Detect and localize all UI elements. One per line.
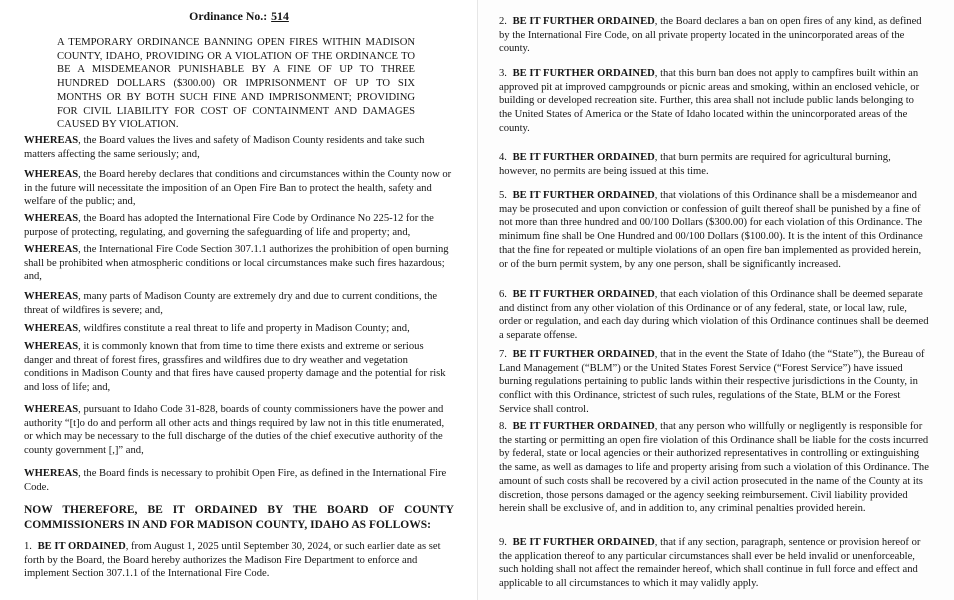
whereas-clause bbox=[24, 168, 454, 209]
ordinance-section bbox=[499, 420, 929, 516]
whereas-clause bbox=[24, 243, 454, 284]
section-lead: BE IT FURTHER ORDAINED bbox=[512, 537, 655, 548]
ordinance-caption: A TEMPORARY ORDINANCE BANNING OPEN FIRES WITHIN MADISON COUNTY, IDAHO, PROVIDING OR A VIOLATION OF THE ORDINANCE TO BE A MISDEMEANOR PUNISHABLE BY A FINE OF UP TO THREE HUNDRED DOLLARS ($300.00) OR IMPRISONMENT OF UP TO SIX MONTHS OR BY BOTH SUCH FINE AND IMPRISONMENT; PROVIDING FOR CIVIL LIABILITY FOR COST OF CONTAINMENT AND DAMAGES CAUSED BY VIOLATION. bbox=[57, 37, 415, 131]
section-text: , that in the event the State of Idaho (the “State”), the Bureau of Land Management (“BLM”) or the United States Forest Service (“Forest Service”) have issued burning regulations pertaining to public lands within their respective jurisdictions in the County, in conflict with this Ordinance, strictest of such rules, regulations of the State, BLM or the Forest Service shall control. bbox=[499, 349, 925, 415]
section-text: , that if any section, paragraph, sentence or provision hereof or the application thereof to any particular circumstances shall ever be held invalid or unenforceable, such holding shall not affect the remainder hereof, which shall continue in full force and effect and applicable to all circumstances to which it may validly apply. bbox=[499, 537, 921, 590]
ordinance-section bbox=[499, 288, 929, 343]
section-lead: BE IT FURTHER ORDAINED bbox=[512, 349, 655, 360]
section-text: , that each violation of this Ordinance shall be deemed separate and distinct from any other violation of this Ordinance or of any federal, state, or local law, rule, order or regulation, and each day during which violation of this Ordinance continues shall be deemed a separate offense. bbox=[499, 289, 929, 342]
section-text: , that violations of this Ordinance shall be a misdemeanor and may be prosecuted and upon conviction or confession of guilt thereof shall be punished by a fine of not more than three hundred and 00/100 Dollars ($300.00) for each violation of this Ordinance. The minimum fine shall be One Hundred and 00/100 Dollars ($100.00). It is the intent of this Ordinance that the fine for repeated or multiple violations of an open fire ban implemented as provided herein, or of the burn permit system, by any one person, shall be significantly increased. bbox=[499, 190, 923, 270]
whereas-clause bbox=[24, 290, 454, 317]
whereas-text: , the Board has adopted the International Fire Code by Ordinance No 225-12 for the purpose of protecting, regulating, and governing the safeguarding of life and property; and, bbox=[24, 213, 434, 238]
section-lead: BE IT ORDAINED bbox=[37, 541, 126, 552]
section-text: , that burn permits are required for agricultural burning, however, no permits are being issued at this time. bbox=[499, 152, 891, 177]
whereas-text: , wildfires constitute a real threat to life and property in Madison County; and, bbox=[78, 323, 410, 334]
section-text: , from August 1, 2025 until September 30, 2024, or such earlier date as set forth by the Board, the Board hereby authorizes the Madison Fire Department to enforce and implement Section 307.1.1 of the International Fire Code. bbox=[24, 541, 441, 580]
section-lead: BE IT FURTHER ORDAINED bbox=[512, 289, 655, 300]
ordinance-section bbox=[499, 536, 929, 591]
section-lead: BE IT FURTHER ORDAINED bbox=[512, 152, 655, 163]
whereas-clause bbox=[24, 403, 454, 458]
whereas-lead: WHEREAS bbox=[24, 404, 79, 415]
whereas-lead: WHEREAS bbox=[24, 169, 79, 180]
whereas-lead: WHEREAS bbox=[24, 291, 79, 302]
section-lead: BE IT FURTHER ORDAINED bbox=[512, 68, 655, 79]
whereas-text: , it is commonly known that from time to time there exists and extreme or serious danger and threat of forest fires, grassfires and wildfires due to dry weather and vegetation conditions in Madison County and that fires have caused property damage and the potential for risk and loss of life; and, bbox=[24, 341, 446, 394]
now-therefore-heading: NOW THEREFORE, BE IT ORDAINED BY THE BOARD OF COUNTY COMMISSIONERS IN AND FOR MADISON COUNTY, IDAHO AS FOLLOWS: bbox=[24, 504, 454, 531]
section-lead: BE IT FURTHER ORDAINED bbox=[512, 190, 655, 201]
whereas-lead: WHEREAS bbox=[24, 135, 79, 146]
whereas-lead: WHEREAS bbox=[24, 468, 79, 479]
ordinance-title bbox=[0, 9, 478, 24]
ordinance-section bbox=[499, 67, 929, 136]
ordinance-section bbox=[499, 15, 929, 56]
section-lead: BE IT FURTHER ORDAINED bbox=[512, 16, 655, 27]
whereas-lead: WHEREAS bbox=[24, 341, 79, 352]
section-number: 9. bbox=[499, 537, 507, 548]
whereas-clause bbox=[24, 467, 454, 494]
section-number: 5. bbox=[499, 190, 507, 201]
ordinance-title-label: Ordinance No.: bbox=[189, 9, 268, 23]
whereas-text: , the Board finds is necessary to prohibit Open Fire, as defined in the International Fire Code. bbox=[24, 468, 447, 493]
whereas-text: , the International Fire Code Section 307.1.1 authorizes the prohibition of open burning shall be prohibited when atmospheric conditions or local circumstances make such fires hazardous; and, bbox=[24, 244, 449, 283]
section-lead: BE IT FURTHER ORDAINED bbox=[512, 421, 655, 432]
ordinance-section bbox=[499, 189, 929, 271]
whereas-lead: WHEREAS bbox=[24, 323, 79, 334]
section-number: 4. bbox=[499, 152, 507, 163]
section-text: , that any person who willfully or negligently is responsible for the starting or permitting an open fire violation of this Ordinance shall be liable for the costs incurred by federal, state or local agencies or their authorized representatives in controlling or extinguishing the same, as well as damages to life and property arising from such a violation of this Ordinance. The amount of such costs shall be recovered by a civil action prosecuted in the name of the County at its discretion, those persons damaged or the agency seeking reimbursement. Civil liability provided herein shall be exclusive of, and in addition to, any criminal penalties provided herein. bbox=[499, 421, 929, 515]
section-number: 7. bbox=[499, 349, 507, 360]
whereas-clause bbox=[24, 134, 454, 161]
section-text: , that this burn ban does not apply to campfires built within an approved pit at improved campgrounds or picnic areas and smoking, within an enclosed vehicle, or building or developed recreation site. Further, this area shall not include public lands belonging to the United States of America or the State of Idaho located within the unincorporated areas of the county. bbox=[499, 68, 920, 134]
whereas-text: , pursuant to Idaho Code 31-828, boards of county commissioners have the power and authority “[t]o do and perform all other acts and things required by law not in this title enumerated, or which may be necessary to the full discharge of the duties of the chief executive authority of the county government [,]” and, bbox=[24, 404, 445, 457]
ordinance-page-right bbox=[478, 0, 954, 600]
ordinance-section bbox=[24, 540, 454, 581]
whereas-lead: WHEREAS bbox=[24, 244, 79, 255]
section-number: 1. bbox=[24, 541, 32, 552]
whereas-clause bbox=[24, 322, 454, 336]
ordinance-section bbox=[499, 348, 929, 417]
whereas-text: , the Board hereby declares that conditions and circumstances within the County now or in the future will necessitate the imposition of an Open Fire Ban to protect the health, safety and welfare of the public; and, bbox=[24, 169, 452, 208]
section-number: 8. bbox=[499, 421, 507, 432]
section-number: 2. bbox=[499, 16, 507, 27]
ordinance-number: 514 bbox=[271, 9, 289, 23]
whereas-clause bbox=[24, 340, 454, 395]
whereas-text: , many parts of Madison County are extremely dry and due to current conditions, the threat of wildfires is severe; and, bbox=[24, 291, 438, 316]
section-text: , the Board declares a ban on open fires of any kind, as defined by the International Fire Code, on all private property located in the unincorporated areas of the county. bbox=[499, 16, 922, 55]
whereas-lead: WHEREAS bbox=[24, 213, 79, 224]
section-number: 3. bbox=[499, 68, 507, 79]
whereas-text: , the Board values the lives and safety of Madison County residents and take such matters affecting the same seriously; and, bbox=[24, 135, 425, 160]
whereas-clause bbox=[24, 212, 454, 239]
section-number: 6. bbox=[499, 289, 507, 300]
ordinance-section bbox=[499, 151, 929, 178]
